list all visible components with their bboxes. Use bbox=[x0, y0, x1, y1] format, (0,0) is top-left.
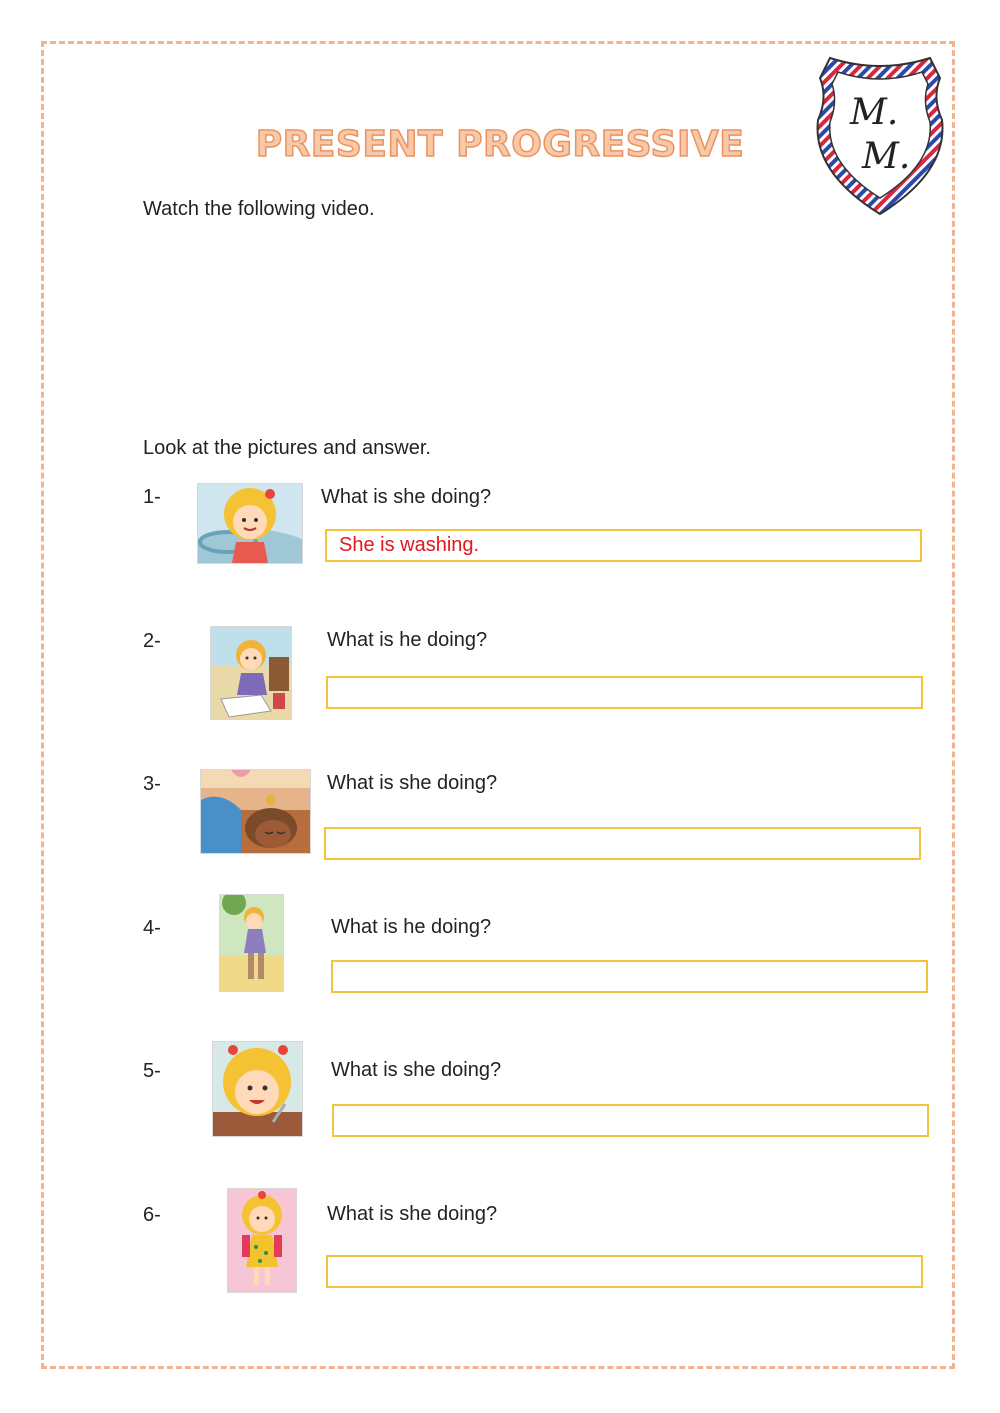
girl-washing-picture bbox=[197, 483, 303, 564]
exercise-2-number: 2- bbox=[143, 630, 161, 652]
exercise-2-answer-input[interactable] bbox=[326, 676, 923, 709]
svg-text:M.: M. bbox=[862, 136, 911, 177]
svg-text:M.: M. bbox=[850, 92, 899, 133]
page-title: PRESENT PROGRESSIVE bbox=[255, 124, 745, 165]
girl-sleeping-picture bbox=[200, 769, 311, 854]
exercise-3-answer-input[interactable] bbox=[324, 827, 921, 860]
instruction-video: Watch the following video. bbox=[143, 198, 375, 220]
exercise-4-answer-input[interactable] bbox=[331, 960, 928, 993]
exercise-6-question: What is she doing? bbox=[327, 1203, 498, 1225]
exercise-1-question: What is she doing? bbox=[321, 486, 492, 508]
exercise-1-number: 1- bbox=[143, 486, 161, 508]
exercise-4-number: 4- bbox=[143, 917, 161, 939]
boy-drawing-picture bbox=[210, 626, 292, 720]
instruction-pictures: Look at the pictures and answer. bbox=[143, 437, 431, 459]
exercise-1-answer-input[interactable] bbox=[325, 529, 922, 562]
exercise-5-question: What is she doing? bbox=[331, 1059, 502, 1081]
exercise-4-question: What is he doing? bbox=[331, 916, 492, 938]
exercise-6-number: 6- bbox=[143, 1204, 161, 1226]
girl-standing-picture bbox=[227, 1188, 297, 1293]
exercise-5-answer-input[interactable] bbox=[332, 1104, 929, 1137]
exercise-6-answer-input[interactable] bbox=[326, 1255, 923, 1288]
boy-walking-picture bbox=[219, 894, 284, 992]
exercise-2-question: What is he doing? bbox=[327, 629, 488, 651]
exercise-3-question: What is she doing? bbox=[327, 772, 498, 794]
exercise-3-number: 3- bbox=[143, 773, 161, 795]
exercise-5-number: 5- bbox=[143, 1060, 161, 1082]
girl-eating-picture bbox=[212, 1041, 303, 1137]
